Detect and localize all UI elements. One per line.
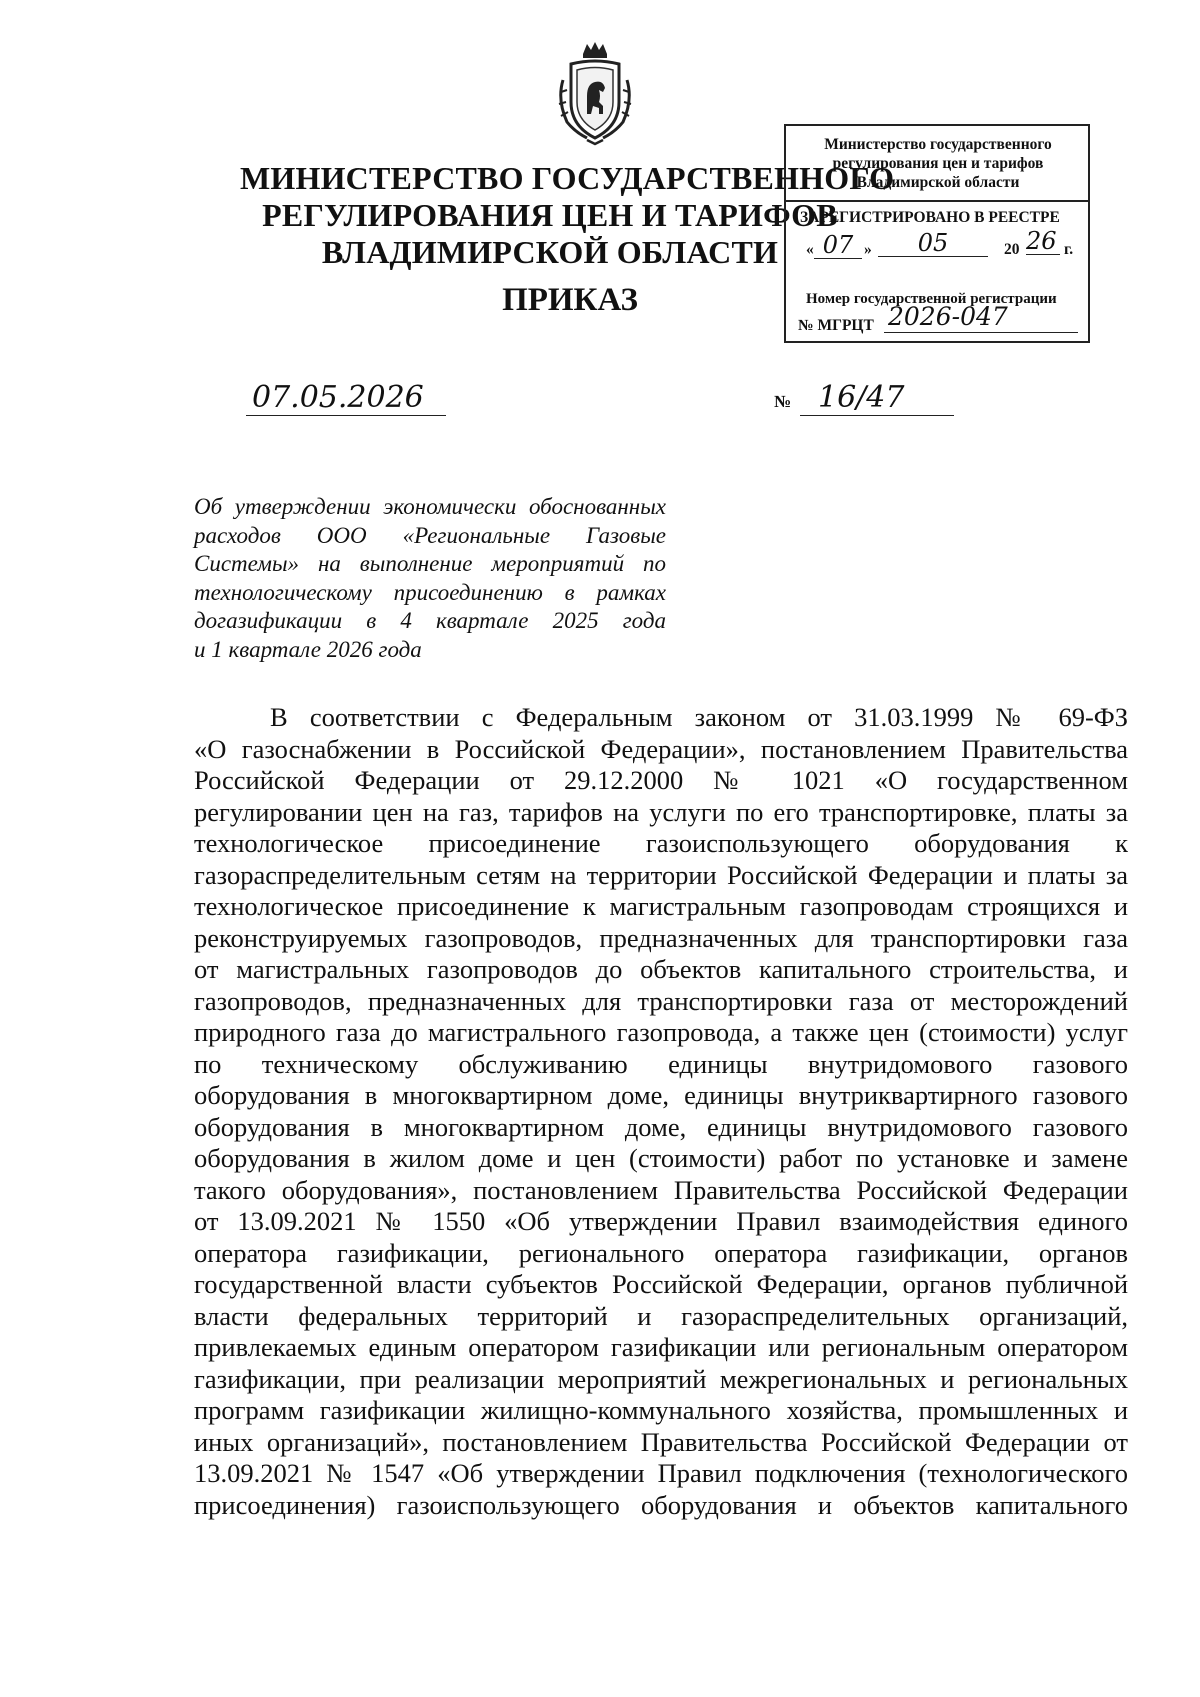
order-title: ПРИКАЗ [502,282,638,318]
body-line: по техническому обслуживанию единицы внутридомового газового [194,1048,1128,1079]
body-line: оборудования в многоквартирном доме, единицы внутридомового газового [194,1111,1128,1142]
subject-line: Об утверждении экономически обоснованных [194,494,666,519]
coat-of-arms-emblem [553,40,637,146]
body-line: оператора газификации, регионального оператора газификации, органов [194,1237,1128,1268]
order-number: 16/47 [800,380,954,416]
body-line: В соответствии с Федеральным законом от 31.03.1999 № 69-ФЗ [270,702,1128,732]
number-sign: № [774,392,792,411]
registration-stamp [784,124,1090,343]
subject-line: и 1 квартале 2026 года [194,636,422,662]
body-line: программ газификации жилищно-коммунального хозяйства, промышленных и [194,1395,1128,1425]
subject-line: расходов ООО «Региональные Газовые [194,522,666,548]
ministry-title-line: МИНИСТЕРСТВО ГОСУДАРСТВЕННОГО [240,160,895,196]
order-date: 07.05.2026 [246,380,446,416]
body-line: технологическое присоединение газоиспользующего оборудования к [194,828,1128,858]
body-line: привлекаемых единым оператором газификации или региональным оператором [194,1332,1128,1362]
body-line: от 13.09.2021 № 1550 «Об утверждении Правил взаимодействия единого [194,1206,1128,1236]
body-line: власти федеральных территорий и газораспределительных организаций, [194,1300,1128,1331]
stamp-quote-close: » [864,241,872,258]
stamp-org-line: Владимирской области [856,174,1020,191]
body-line: газопроводов, предназначенных для транспортировки газа от месторождений [194,985,1128,1016]
body-line: Российской Федерации от 29.12.2000 № 1021 «О государственном [194,765,1128,795]
stamp-quote-open: « [806,241,814,258]
body-line: технологическое присоединение к магистральным газопроводам строящихся и [194,891,1128,921]
subject-line: технологическому присоединению в рамках [194,579,666,605]
stamp-year: 26 [1026,228,1060,255]
stamp-year-prefix: 20 [1004,241,1020,258]
stamp-day: 07 [814,232,862,259]
body-line: государственной власти субъектов Российской Федерации, органов публичной [194,1269,1128,1299]
stamp-reg-number: 2026-047 [884,302,1078,333]
body-line: такого оборудования», постановлением Правительства Российской Федерации [194,1174,1128,1205]
body-line: иных организаций», постановлением Правительства Российской Федерации от [194,1426,1128,1457]
stamp-reg-number-row [798,302,1084,336]
stamp-registration-date [806,227,1076,260]
stamp-divider [786,200,1088,202]
stamp-reg-number-prefix: № МГРЦТ [798,317,874,334]
body-line: регулировании цен на газ, тарифов на услуги по его транспортировке, платы за [194,796,1128,827]
stamp-reg-number-label: Номер государственной регистрации [806,291,1057,307]
body-line: природного газа до магистрального газопровода, а также цен (стоимости) услуг [194,1017,1128,1047]
stamp-org-line: регулирования цен и тарифов [832,155,1044,172]
body-line: 13.09.2021 № 1547 «Об утверждении Правил подключения (технологического [194,1458,1128,1488]
body-line: оборудования в многоквартирном доме, единицы внутриквартирного газового [194,1080,1128,1110]
body-line: от магистральных газопроводов до объектов капитального строительства, и [194,954,1128,984]
body-line: присоединения) газоиспользующего оборудования и объектов капитального [194,1489,1128,1520]
ministry-title-line: РЕГУЛИРОВАНИЯ ЦЕН И ТАРИФОВ [262,197,838,233]
body-line: газораспределительным сетям на территории Российской Федерации и платы за [194,859,1128,890]
body-line: газификации, при реализации мероприятий межрегиональных и региональных [194,1363,1128,1394]
order-body [194,702,1128,1521]
stamp-year-suffix: г. [1064,241,1074,258]
body-line: реконструируемых газопроводов, предназначенных для транспортировки газа [194,922,1128,953]
ministry-title [240,160,895,271]
ministry-title-line: ВЛАДИМИРСКОЙ ОБЛАСТИ [321,234,779,270]
stamp-organization [798,135,1078,192]
stamp-month: 05 [878,230,988,257]
subject-line: Системы» на выполнение мероприятий по [194,551,666,576]
subject-line: догазификации в 4 квартале 2025 года [194,608,666,633]
order-subject [194,493,666,664]
body-line: оборудования в жилом доме и цен (стоимости) работ по установке и замене [194,1143,1128,1173]
stamp-registered-label: ЗАРЕГИСТРИРОВАНО В РЕЕСТРЕ [800,209,1060,226]
body-line: «О газоснабжении в Российской Федерации», постановлением Правительства [194,733,1128,764]
order-number-row [774,380,954,416]
stamp-org-line: Министерство государственного [824,136,1052,153]
